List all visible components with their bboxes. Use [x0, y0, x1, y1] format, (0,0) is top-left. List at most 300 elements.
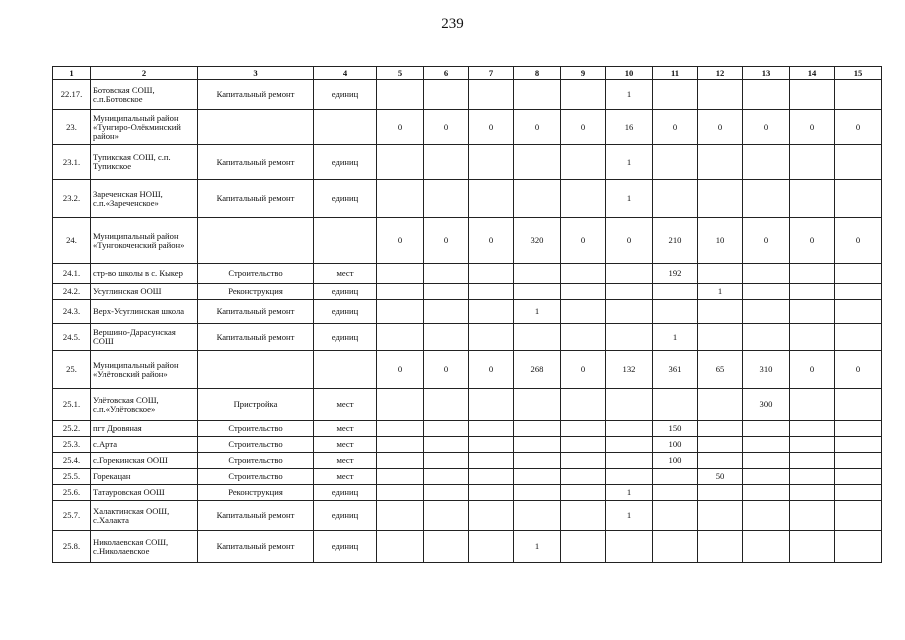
- table-row: [53, 180, 882, 218]
- table-cell: [424, 300, 469, 324]
- table-cell: 192: [653, 264, 698, 284]
- table-cell: 0: [469, 351, 514, 389]
- table-cell: мест: [314, 453, 377, 469]
- table-cell: [653, 485, 698, 501]
- table-cell: [469, 453, 514, 469]
- table-cell: единиц: [314, 324, 377, 351]
- table-cell: мест: [314, 437, 377, 453]
- table-cell: [835, 469, 882, 485]
- table-cell: Капитальный ремонт: [198, 501, 314, 531]
- table-cell: [561, 501, 606, 531]
- table-cell: [835, 284, 882, 300]
- table-cell: [469, 485, 514, 501]
- header-cell: 7: [469, 67, 514, 80]
- table-row: [53, 284, 882, 300]
- table-cell: Тупикская СОШ, с.п. Тупикское: [91, 145, 198, 180]
- table-cell: [790, 300, 835, 324]
- header-cell: 4: [314, 67, 377, 80]
- table-cell: Капитальный ремонт: [198, 300, 314, 324]
- table-cell: [698, 389, 743, 421]
- table-cell: единиц: [314, 531, 377, 563]
- table-cell: [514, 145, 561, 180]
- table-cell: [377, 437, 424, 453]
- table-cell: [561, 469, 606, 485]
- table-row: [53, 485, 882, 501]
- table-cell: [743, 180, 790, 218]
- table-cell: 25.7.: [53, 501, 91, 531]
- table-cell: [469, 284, 514, 300]
- table-cell: [790, 324, 835, 351]
- table-cell: [469, 421, 514, 437]
- table-cell: [561, 421, 606, 437]
- table-cell: [424, 145, 469, 180]
- header-cell: 3: [198, 67, 314, 80]
- table-cell: Строительство: [198, 437, 314, 453]
- table-cell: [469, 264, 514, 284]
- table-cell: [424, 180, 469, 218]
- table-cell: [561, 485, 606, 501]
- table-cell: [377, 453, 424, 469]
- table-cell: 24.2.: [53, 284, 91, 300]
- table-cell: [653, 469, 698, 485]
- table-cell: Пристройка: [198, 389, 314, 421]
- table-cell: 268: [514, 351, 561, 389]
- table-cell: единиц: [314, 80, 377, 110]
- table-cell: 25.: [53, 351, 91, 389]
- table-cell: [698, 421, 743, 437]
- table-row: [53, 469, 882, 485]
- table-cell: 0: [743, 110, 790, 145]
- table-cell: [424, 284, 469, 300]
- table-cell: [743, 264, 790, 284]
- table-cell: [377, 324, 424, 351]
- header-cell: 13: [743, 67, 790, 80]
- table-cell: 23.2.: [53, 180, 91, 218]
- table-cell: [424, 80, 469, 110]
- table-cell: мест: [314, 469, 377, 485]
- table-cell: мест: [314, 421, 377, 437]
- table-cell: 0: [835, 351, 882, 389]
- table-cell: [606, 389, 653, 421]
- table-cell: 24.: [53, 218, 91, 264]
- table-cell: Зареченская НОШ, с.п.«Зареченское»: [91, 180, 198, 218]
- table-cell: 0: [561, 351, 606, 389]
- table-cell: 1: [514, 531, 561, 563]
- table-cell: Верх-Усуглинская школа: [91, 300, 198, 324]
- table-cell: Муниципальный район «Тунгокоченский район»: [91, 218, 198, 264]
- table-cell: 1: [606, 485, 653, 501]
- table-cell: [790, 469, 835, 485]
- table-cell: Татауровская ООШ: [91, 485, 198, 501]
- table-cell: [835, 531, 882, 563]
- table-cell: [743, 145, 790, 180]
- table-cell: 1: [606, 145, 653, 180]
- table-cell: 132: [606, 351, 653, 389]
- table-cell: [606, 437, 653, 453]
- table-cell: 210: [653, 218, 698, 264]
- table-cell: 100: [653, 437, 698, 453]
- table-cell: 150: [653, 421, 698, 437]
- table-cell: 25.6.: [53, 485, 91, 501]
- table-cell: [743, 284, 790, 300]
- table-cell: 100: [653, 453, 698, 469]
- table-cell: [743, 485, 790, 501]
- table-row: [53, 531, 882, 563]
- table-cell: Ботовская СОШ, с.п.Ботовское: [91, 80, 198, 110]
- table-cell: [743, 501, 790, 531]
- table-cell: 0: [790, 110, 835, 145]
- table-cell: [561, 264, 606, 284]
- table-cell: 0: [835, 110, 882, 145]
- table-cell: [561, 145, 606, 180]
- table-cell: [424, 437, 469, 453]
- table-cell: [790, 421, 835, 437]
- table-cell: [698, 145, 743, 180]
- table-cell: 0: [514, 110, 561, 145]
- table-cell: [606, 324, 653, 351]
- table-cell: [743, 531, 790, 563]
- table-cell: [653, 145, 698, 180]
- table-cell: [514, 180, 561, 218]
- table-cell: [653, 284, 698, 300]
- table-cell: [835, 437, 882, 453]
- table-cell: 0: [790, 351, 835, 389]
- table-cell: 25.3.: [53, 437, 91, 453]
- table-cell: [561, 284, 606, 300]
- table-cell: [314, 110, 377, 145]
- table-cell: [469, 469, 514, 485]
- table-cell: 1: [698, 284, 743, 300]
- table-cell: Капитальный ремонт: [198, 80, 314, 110]
- table-cell: [377, 469, 424, 485]
- table-cell: [314, 218, 377, 264]
- table-cell: [514, 389, 561, 421]
- table-cell: 0: [561, 218, 606, 264]
- table-cell: Капитальный ремонт: [198, 145, 314, 180]
- table-cell: [606, 300, 653, 324]
- table-cell: Капитальный ремонт: [198, 180, 314, 218]
- table-cell: [561, 324, 606, 351]
- table-cell: 65: [698, 351, 743, 389]
- table-cell: 1: [514, 300, 561, 324]
- table-cell: 0: [424, 351, 469, 389]
- table-cell: [698, 437, 743, 453]
- table-cell: 25.2.: [53, 421, 91, 437]
- table-cell: [743, 469, 790, 485]
- table-cell: [469, 145, 514, 180]
- table-cell: [653, 180, 698, 218]
- table-cell: [698, 264, 743, 284]
- table-row: [53, 501, 882, 531]
- table-cell: 0: [469, 110, 514, 145]
- table-cell: [653, 389, 698, 421]
- table-cell: [743, 300, 790, 324]
- table-cell: [743, 453, 790, 469]
- table-cell: [377, 300, 424, 324]
- table-cell: [198, 110, 314, 145]
- table-cell: [514, 453, 561, 469]
- header-cell: 9: [561, 67, 606, 80]
- table-cell: [790, 485, 835, 501]
- table-cell: [835, 485, 882, 501]
- table-cell: 24.5.: [53, 324, 91, 351]
- table-cell: мест: [314, 264, 377, 284]
- table-cell: [514, 485, 561, 501]
- table-cell: [653, 501, 698, 531]
- table-cell: 320: [514, 218, 561, 264]
- table-cell: [606, 531, 653, 563]
- table-cell: 24.3.: [53, 300, 91, 324]
- table-cell: [606, 264, 653, 284]
- table-cell: [698, 80, 743, 110]
- table-cell: [790, 145, 835, 180]
- table-cell: [743, 80, 790, 110]
- table-cell: [790, 453, 835, 469]
- table-cell: Улётовская СОШ, с.п.«Улётовское»: [91, 389, 198, 421]
- table-cell: [469, 80, 514, 110]
- table-cell: [424, 389, 469, 421]
- table-row: [53, 324, 882, 351]
- table-cell: [469, 324, 514, 351]
- page-number: 239: [441, 16, 464, 32]
- table-cell: [424, 324, 469, 351]
- table-cell: [377, 421, 424, 437]
- table-cell: [561, 300, 606, 324]
- table-cell: [835, 421, 882, 437]
- table-cell: 10: [698, 218, 743, 264]
- table-cell: Строительство: [198, 264, 314, 284]
- table-cell: [835, 80, 882, 110]
- table-cell: 23.: [53, 110, 91, 145]
- table-cell: 0: [424, 218, 469, 264]
- table-cell: Усуглинская ООШ: [91, 284, 198, 300]
- table-cell: 1: [606, 501, 653, 531]
- table-cell: [561, 180, 606, 218]
- table-cell: единиц: [314, 284, 377, 300]
- table-row: [53, 264, 882, 284]
- table-cell: 361: [653, 351, 698, 389]
- table-cell: [424, 485, 469, 501]
- table-cell: Халактинская ООШ, с.Халакта: [91, 501, 198, 531]
- table-cell: [653, 80, 698, 110]
- table-cell: 25.4.: [53, 453, 91, 469]
- table-cell: [835, 145, 882, 180]
- table-cell: единиц: [314, 501, 377, 531]
- table-cell: [561, 437, 606, 453]
- header-cell: 14: [790, 67, 835, 80]
- table-cell: единиц: [314, 180, 377, 218]
- header-cell: 8: [514, 67, 561, 80]
- table-cell: [469, 300, 514, 324]
- table-cell: 0: [698, 110, 743, 145]
- table-cell: 16: [606, 110, 653, 145]
- table-cell: [561, 80, 606, 110]
- table-cell: 0: [835, 218, 882, 264]
- table-row: [53, 437, 882, 453]
- table-cell: [698, 453, 743, 469]
- header-cell: 1: [53, 67, 91, 80]
- table-cell: [653, 531, 698, 563]
- table-cell: [835, 324, 882, 351]
- table-cell: [377, 180, 424, 218]
- table-cell: [606, 284, 653, 300]
- table-row: [53, 389, 882, 421]
- table-cell: [424, 453, 469, 469]
- table-cell: [835, 180, 882, 218]
- table-cell: Капитальный ремонт: [198, 324, 314, 351]
- table-cell: с.Горекинская ООШ: [91, 453, 198, 469]
- table-cell: [377, 284, 424, 300]
- table-cell: 0: [561, 110, 606, 145]
- table-cell: [561, 389, 606, 421]
- table-cell: [835, 389, 882, 421]
- table-cell: пгт Дровяная: [91, 421, 198, 437]
- table-cell: [424, 264, 469, 284]
- table-row: [53, 421, 882, 437]
- table-cell: [743, 324, 790, 351]
- table-cell: [514, 421, 561, 437]
- table-cell: 24.1.: [53, 264, 91, 284]
- table-cell: [698, 300, 743, 324]
- table-row: [53, 300, 882, 324]
- table-cell: [606, 469, 653, 485]
- header-cell: 11: [653, 67, 698, 80]
- table-cell: [514, 501, 561, 531]
- table-row: [53, 218, 882, 264]
- table-cell: Николаевская СОШ, с.Николаевское: [91, 531, 198, 563]
- table-cell: [377, 501, 424, 531]
- table-cell: стр-во школы в с. Кыкер: [91, 264, 198, 284]
- table-cell: 0: [377, 351, 424, 389]
- table-cell: 310: [743, 351, 790, 389]
- table-cell: [835, 300, 882, 324]
- table-cell: [198, 218, 314, 264]
- table-cell: [790, 80, 835, 110]
- table-cell: [514, 324, 561, 351]
- table-cell: [790, 501, 835, 531]
- table-cell: 0: [790, 218, 835, 264]
- header-cell: 10: [606, 67, 653, 80]
- table-cell: [377, 389, 424, 421]
- table-cell: 23.1.: [53, 145, 91, 180]
- table-cell: [377, 485, 424, 501]
- table-cell: [514, 284, 561, 300]
- header-cell: 5: [377, 67, 424, 80]
- table-cell: [198, 351, 314, 389]
- table-cell: [653, 300, 698, 324]
- table-cell: с.Арта: [91, 437, 198, 453]
- table-cell: 300: [743, 389, 790, 421]
- table-cell: 25.5.: [53, 469, 91, 485]
- table-cell: [514, 264, 561, 284]
- table-cell: Реконструкция: [198, 485, 314, 501]
- table-cell: [835, 264, 882, 284]
- table-row: [53, 110, 882, 145]
- table-cell: [377, 145, 424, 180]
- table-body: [53, 67, 882, 563]
- table-cell: [424, 501, 469, 531]
- table-cell: 25.1.: [53, 389, 91, 421]
- table-cell: [743, 437, 790, 453]
- table-cell: Муниципальный район «Улётовский район»: [91, 351, 198, 389]
- table-cell: 1: [653, 324, 698, 351]
- table-cell: Реконструкция: [198, 284, 314, 300]
- table-cell: [698, 531, 743, 563]
- table-cell: 1: [606, 180, 653, 218]
- table-cell: [698, 485, 743, 501]
- table-cell: единиц: [314, 300, 377, 324]
- table-header-row: [53, 67, 882, 80]
- table-cell: [790, 180, 835, 218]
- table-cell: [790, 264, 835, 284]
- table-cell: [424, 421, 469, 437]
- table-cell: [698, 501, 743, 531]
- table-cell: 50: [698, 469, 743, 485]
- table-cell: Строительство: [198, 453, 314, 469]
- table-cell: [561, 531, 606, 563]
- table-cell: [314, 351, 377, 389]
- table-cell: 0: [377, 218, 424, 264]
- table-cell: [606, 453, 653, 469]
- header-cell: 6: [424, 67, 469, 80]
- table-cell: Горекацан: [91, 469, 198, 485]
- table-cell: [424, 531, 469, 563]
- table-cell: [790, 389, 835, 421]
- table-cell: [835, 501, 882, 531]
- table-cell: [469, 501, 514, 531]
- table-cell: 1: [606, 80, 653, 110]
- table-cell: [743, 421, 790, 437]
- table-cell: [469, 389, 514, 421]
- table-cell: Вершино-Дарасунская СОШ: [91, 324, 198, 351]
- table-cell: [790, 531, 835, 563]
- table-cell: 0: [377, 110, 424, 145]
- table-cell: [377, 80, 424, 110]
- table-cell: [424, 469, 469, 485]
- table-cell: 0: [606, 218, 653, 264]
- table-cell: Строительство: [198, 469, 314, 485]
- table-cell: [835, 453, 882, 469]
- table-row: [53, 453, 882, 469]
- table-cell: единиц: [314, 485, 377, 501]
- table-cell: единиц: [314, 145, 377, 180]
- table-cell: 0: [424, 110, 469, 145]
- table-row: [53, 80, 882, 110]
- table-cell: [698, 180, 743, 218]
- table-row: [53, 145, 882, 180]
- table-cell: 0: [743, 218, 790, 264]
- table-row: [53, 351, 882, 389]
- table-cell: [514, 437, 561, 453]
- table-cell: [606, 421, 653, 437]
- table-cell: 22.17.: [53, 80, 91, 110]
- table-cell: [514, 80, 561, 110]
- table-cell: [698, 324, 743, 351]
- header-cell: 15: [835, 67, 882, 80]
- table-cell: 0: [469, 218, 514, 264]
- data-table: [52, 66, 882, 563]
- table-cell: [469, 437, 514, 453]
- table-cell: [514, 469, 561, 485]
- header-cell: 12: [698, 67, 743, 80]
- table-cell: [469, 180, 514, 218]
- table-cell: Строительство: [198, 421, 314, 437]
- table-cell: [561, 453, 606, 469]
- table-cell: 0: [653, 110, 698, 145]
- table-cell: [377, 264, 424, 284]
- table-cell: Капитальный ремонт: [198, 531, 314, 563]
- table-cell: Муниципальный район «Тунгиро-Олёкминский район»: [91, 110, 198, 145]
